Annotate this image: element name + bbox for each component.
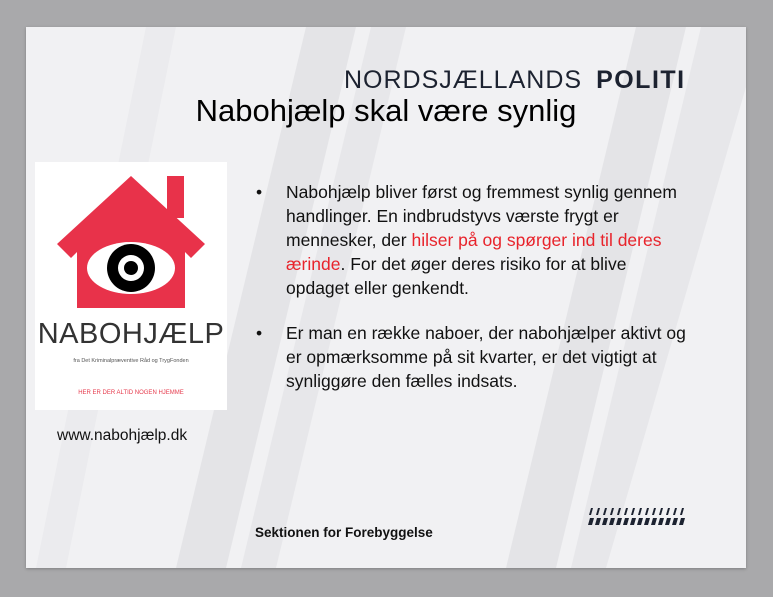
bullet-dot: • xyxy=(256,323,263,343)
bullet-dot: • xyxy=(256,182,263,202)
website-link[interactable]: www.nabohjælp.dk xyxy=(57,427,188,444)
logo-tagline: HER ER DER ALTID NOGEN HJEMME xyxy=(78,390,184,396)
footer-section-label: Sektionen for Forebyggelse xyxy=(255,525,433,540)
police-stripes-icon xyxy=(588,507,688,527)
house-eye-icon xyxy=(35,162,227,312)
bullet-text: Er man en række naboer, der nabohjælper aktivt og er opmærksomme på sit kvarter, er det vigtigt at synliggøre den fælles indsats. xyxy=(286,323,686,391)
highlighted-text: hilser på og spørger ind til deres ærinde xyxy=(286,230,662,274)
bullet-item xyxy=(256,321,686,393)
bullet-list xyxy=(256,180,686,414)
bullet-item xyxy=(256,180,686,300)
police-brand xyxy=(344,66,686,95)
slide-title: Nabohjælp skal være synlig xyxy=(195,93,577,128)
logo-wordmark: NABOHJÆLP xyxy=(37,318,225,350)
bullet-text-end: . For det øger deres risiko for at blive opdaget eller genkendt. xyxy=(286,254,627,298)
slide xyxy=(26,27,746,568)
brand-region: NORDSJÆLLANDS xyxy=(344,66,583,94)
brand-name: POLITI xyxy=(596,66,686,94)
bullet-text-start: Nabohjælp bliver først og fremmest synlig gennem handlinger. En indbrudstyvs værste frygt er mennesker, der xyxy=(286,182,677,250)
logo-subtitle: fra Det Kriminalpræventive Råd og TrygFonden xyxy=(73,358,189,364)
nabohjaelp-logo xyxy=(35,162,227,410)
